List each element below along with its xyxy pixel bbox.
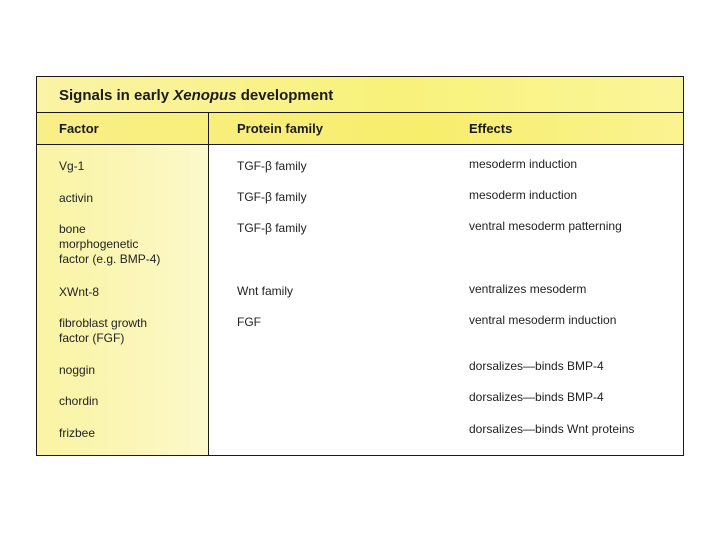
row-5-factor (59, 363, 199, 378)
row-6-factor (59, 394, 199, 409)
row-5-effect: dorsalizes—binds BMP-4 (469, 359, 604, 373)
row-2-factor (59, 222, 199, 267)
row-6-effect: dorsalizes—binds BMP-4 (469, 390, 604, 404)
row-2-effect: ventral mesoderm patterning (469, 219, 622, 233)
row-3-factor (59, 285, 199, 300)
row-4-factor (59, 316, 199, 346)
header-factor: Factor (59, 121, 99, 136)
factor-line: chordin (59, 394, 99, 408)
factor-line: frizbee (59, 426, 96, 440)
row-3-family: Wnt family (237, 284, 294, 298)
title-prefix: Signals in early (59, 87, 174, 104)
factor-line: XWnt-8 (59, 285, 100, 299)
row-2-family: TGF-β family (237, 221, 307, 235)
factor-line: activin (59, 191, 94, 205)
header-protein-family: Protein family (237, 121, 323, 136)
factor-line: Vg-1 (59, 159, 85, 173)
row-0-family: TGF-β family (237, 159, 307, 173)
factor-line: bone (59, 222, 86, 236)
row-4-effect: ventral mesoderm induction (469, 313, 617, 327)
row-3-effect: ventralizes mesoderm (469, 282, 587, 296)
factor-line: fibroblast growth (59, 316, 148, 330)
table-title (59, 87, 333, 104)
header-effects: Effects (469, 121, 513, 136)
row-1-effect: mesoderm induction (469, 188, 578, 202)
title-italic: Xenopus (173, 87, 237, 104)
row-0-factor (59, 159, 199, 174)
row-0-effect: mesoderm induction (469, 157, 578, 171)
table-header-row (37, 113, 683, 145)
row-1-factor (59, 191, 199, 206)
row-7-factor (59, 426, 199, 441)
column-divider (208, 113, 209, 455)
factor-line: noggin (59, 363, 96, 377)
signals-table (36, 76, 684, 456)
factor-line: factor (e.g. BMP-4) (59, 252, 161, 266)
title-suffix: development (236, 87, 334, 104)
factor-line: morphogenetic (59, 237, 139, 251)
row-7-effect: dorsalizes—binds Wnt proteins (469, 422, 635, 436)
factor-line: factor (FGF) (59, 331, 125, 345)
row-4-family: FGF (237, 315, 261, 329)
table-title-bar (37, 77, 683, 113)
row-1-family: TGF-β family (237, 190, 307, 204)
